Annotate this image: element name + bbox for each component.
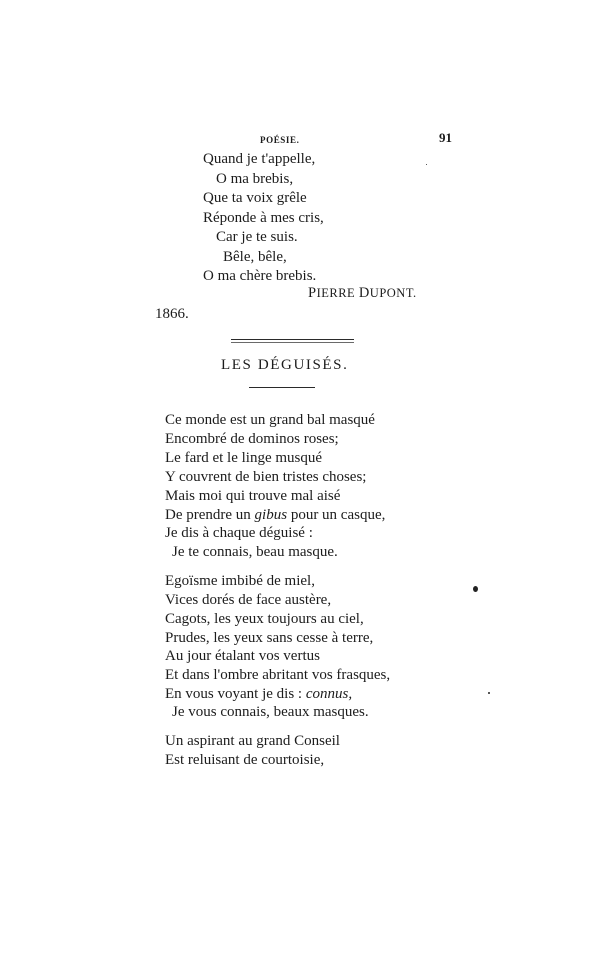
- title-underline: [249, 387, 315, 388]
- verse-line: O ma chère brebis.: [203, 268, 317, 284]
- verse-line: Bêle, bêle,: [223, 249, 287, 265]
- refrain-line: Je vous connais, beaux masques.: [172, 704, 369, 720]
- verse-line: Que ta voix grêle: [203, 190, 307, 206]
- verse-line: Le fard et le linge musqué: [165, 450, 323, 466]
- refrain-line: Je te connais, beau masque.: [172, 544, 338, 560]
- poem-author: PIERRE DUPONT.: [308, 285, 417, 301]
- verse-line: O ma brebis,: [216, 171, 294, 187]
- poem-year: 1866.: [155, 306, 189, 322]
- ink-speck: [488, 692, 490, 694]
- section-divider: [231, 339, 354, 343]
- verse-line: Et dans l'ombre abritant vos frasques,: [165, 667, 391, 683]
- page-number: 91: [439, 130, 452, 145]
- ink-speck: [426, 164, 427, 165]
- running-head: POÉSIE.: [260, 135, 300, 145]
- ink-speck: [473, 586, 478, 592]
- verse-line: Cagots, les yeux toujours au ciel,: [165, 611, 364, 627]
- verse-line: Encombré de dominos roses;: [165, 431, 339, 447]
- verse-line: Est reluisant de courtoisie,: [165, 752, 325, 768]
- section-title: LES DÉGUISÉS.: [221, 357, 349, 373]
- verse-line: Y couvrent de bien tristes choses;: [165, 469, 367, 485]
- verse-line: Réponde à mes cris,: [203, 210, 324, 226]
- verse-line: Ce monde est un grand bal masqué: [165, 412, 375, 428]
- verse-line: Egoïsme imbibé de miel,: [165, 573, 315, 589]
- verse-line: Car je te suis.: [216, 229, 298, 245]
- verse-line: Prudes, les yeux sans cesse à terre,: [165, 630, 374, 646]
- verse-line: Quand je t'appelle,: [203, 151, 316, 167]
- verse-line: Un aspirant au grand Conseil: [165, 733, 340, 749]
- verse-line: Je dis à chaque déguisé :: [165, 525, 313, 541]
- verse-line: De prendre un gibus pour un casque,: [165, 507, 386, 523]
- verse-line: Mais moi qui trouve mal aisé: [165, 488, 341, 504]
- verse-line: En vous voyant je dis : connus,: [165, 686, 353, 702]
- verse-line: Vices dorés de face austère,: [165, 592, 332, 608]
- verse-line: Au jour étalant vos vertus: [165, 648, 320, 664]
